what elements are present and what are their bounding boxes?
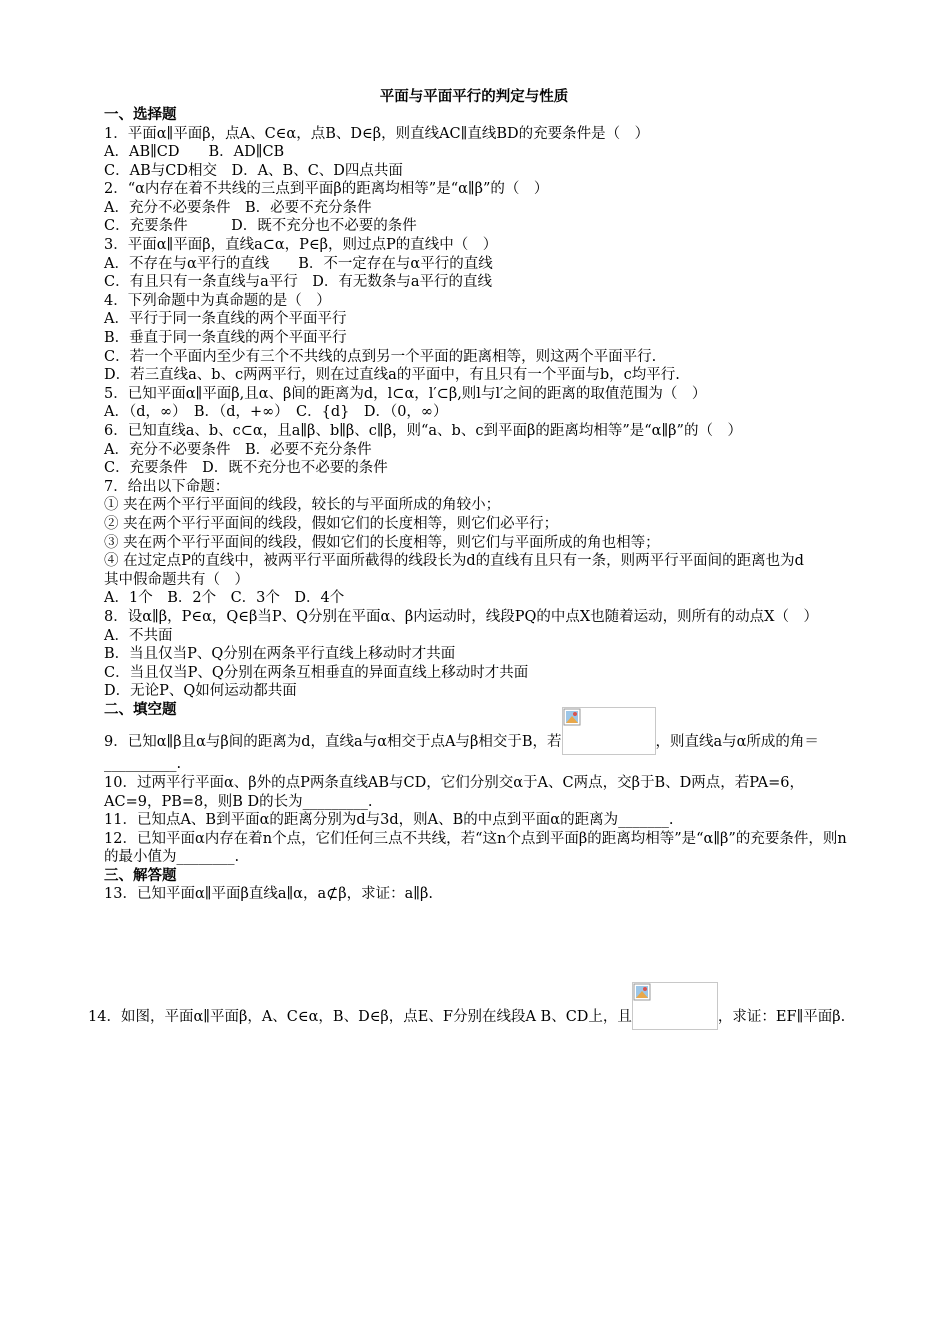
section-heading-fill: 二、填空题 [104, 700, 177, 718]
question-14-text-b: ，求证：EF∥平面β. [717, 1009, 846, 1026]
question-line: A．AB∥CD B．AD∥CB [104, 144, 285, 161]
question-12: 12．已知平面α内存在着n个点，它们任何三点不共线，若“这n个点到平面β的距离均相等”是“α∥β”的充要条件，则n的最小值为________. [104, 830, 847, 866]
question-line: A．1个 B．2个 C．3个 D．4个 [104, 590, 345, 607]
page-title: 平面与平面平行的判定与性质 [379, 88, 569, 105]
section-heading-choice: 一、选择题 [104, 106, 177, 123]
question-line: 7．给出以下命题： [104, 478, 230, 495]
formula-image [632, 982, 718, 1030]
question-13: 13．已知平面α∥平面β直线a∥α，a⊄β，求证：a∥β. [104, 886, 433, 903]
question-line: A．充分不必要条件 B．必要不充分条件 [104, 199, 372, 216]
question-line: A．平行于同一条直线的两个平面平行 [104, 311, 347, 328]
broken-image-icon [563, 708, 581, 726]
question-line: C．若一个平面内至少有三个不共线的点到另一个平面的距离相等，则这两个平面平行. [104, 348, 657, 365]
question-9 [88, 729, 860, 774]
document-page [88, 88, 860, 1030]
question-14 [88, 1004, 860, 1030]
question-9-text-b: ，则直线a与α所成的角＝__________. [104, 734, 819, 773]
question-line: 其中假命题共有（ ） [104, 571, 249, 588]
question-line: 3．平面α∥平面β，直线a⊂α，P∈β，则过点P的直线中（ ） [104, 237, 498, 254]
formula-image [562, 707, 656, 755]
question-14-text-a: 14．如图，平面α∥平面β，A、C∈α，B、D∈β，点E、F分别在线段A B、CD上，且 [88, 1009, 632, 1026]
question-line: 1．平面α∥平面β，点A、C∈α，点B、D∈β，则直线AC∥直线BD的充要条件是（ ） [104, 125, 650, 142]
question-line: C．充要条件 D．既不充分也不必要的条件 [104, 460, 388, 477]
question-line: C．有且只有一条直线与a平行 D．有无数条与a平行的直线 [104, 274, 493, 291]
question-line: 4．下列命题中为真命题的是（ ） [104, 292, 331, 309]
question-line: D．无论P、Q如何运动都共面 [104, 683, 297, 700]
choice-block-2 [88, 441, 860, 553]
choice-block-3 [88, 571, 860, 608]
question-line: D．若三直线a、b、c两两平行，则在过直线a的平面中，有且只有一个平面与b，c均平行. [104, 367, 680, 384]
question-line: B．垂直于同一条直线的两个平面平行 [104, 330, 347, 347]
question-line: A．不存在与α平行的直线 B．不一定存在与α平行的直线 [104, 255, 493, 272]
question-line: A．不共面 [104, 627, 173, 644]
choice-block-1 [88, 125, 860, 423]
question-line: A．（d，∞） B．（d，+∞） C．{d} D．（0，∞） [104, 404, 448, 421]
question-line: 2．“α内存在着不共线的三点到平面β的距离均相等”是“α∥β”的（ ） [104, 181, 549, 198]
broken-image-icon [633, 983, 651, 1001]
question-line: ① 夹在两个平行平面间的线段，较长的与平面所成的角较小； [104, 497, 501, 514]
question-line: B．当且仅当P、Q分别在两条平行直线上移动时才共面 [104, 646, 456, 663]
question-line: A．充分不必要条件 B．必要不充分条件 [104, 441, 372, 458]
question-10: 10．过两平行平面α、β外的点P两条直线AB与CD，它们分别交α于A、C两点，交β于B、D两点，若PA=6，AC=9，PB=8，则B D的长为_________. [104, 775, 805, 810]
question-line: 5．已知平面α∥平面β,且α、β间的距离为d，l⊂α，l′⊂β,则l与l′之间的距离的取值范围为（ ） [104, 385, 707, 402]
question-line: ③ 夹在两个平行平面间的线段，假如它们的长度相等，则它们与平面所成的角也相等； [104, 534, 660, 551]
section-heading-solve: 三、解答题 [104, 866, 177, 884]
question-11: 11．已知点A、B到平面α的距离分别为d与3d，则A、B的中点到平面α的距离为_______. [104, 812, 674, 829]
question-line: C．AB与CD相交 D．A、B、C、D四点共面 [104, 162, 403, 179]
question-8: 8．设α∥β，P∈α，Q∈β当P、Q分别在平面α、β内运动时，线段PQ的中点X也随着运动，则所有的动点X（ ） [104, 608, 818, 625]
question-9-text-a: 9．已知α∥β且α与β间的距离为d，直线a与α相交于点A与β相交于B，若 [104, 734, 562, 751]
question-line: C．充要条件 D．既不充分也不必要的条件 [104, 218, 417, 235]
choice-block-4 [88, 627, 860, 701]
question-7-item-4: ④ 在过定点P的直线中，被两平行平面所截得的线段长为d的直线有且只有一条，则两平行平面间的距离也为d [104, 553, 804, 570]
question-line: C．当且仅当P、Q分别在两条互相垂直的异面直线上移动时才共面 [104, 664, 529, 681]
question-6: 6．已知直线a、b、c⊂α，且a∥β、b∥β、c∥β，则“a、b、c到平面β的距离均相等”是“α∥β”的（ ） [104, 423, 742, 439]
question-line: ② 夹在两个平行平面间的线段，假如它们的长度相等，则它们必平行； [104, 515, 559, 532]
